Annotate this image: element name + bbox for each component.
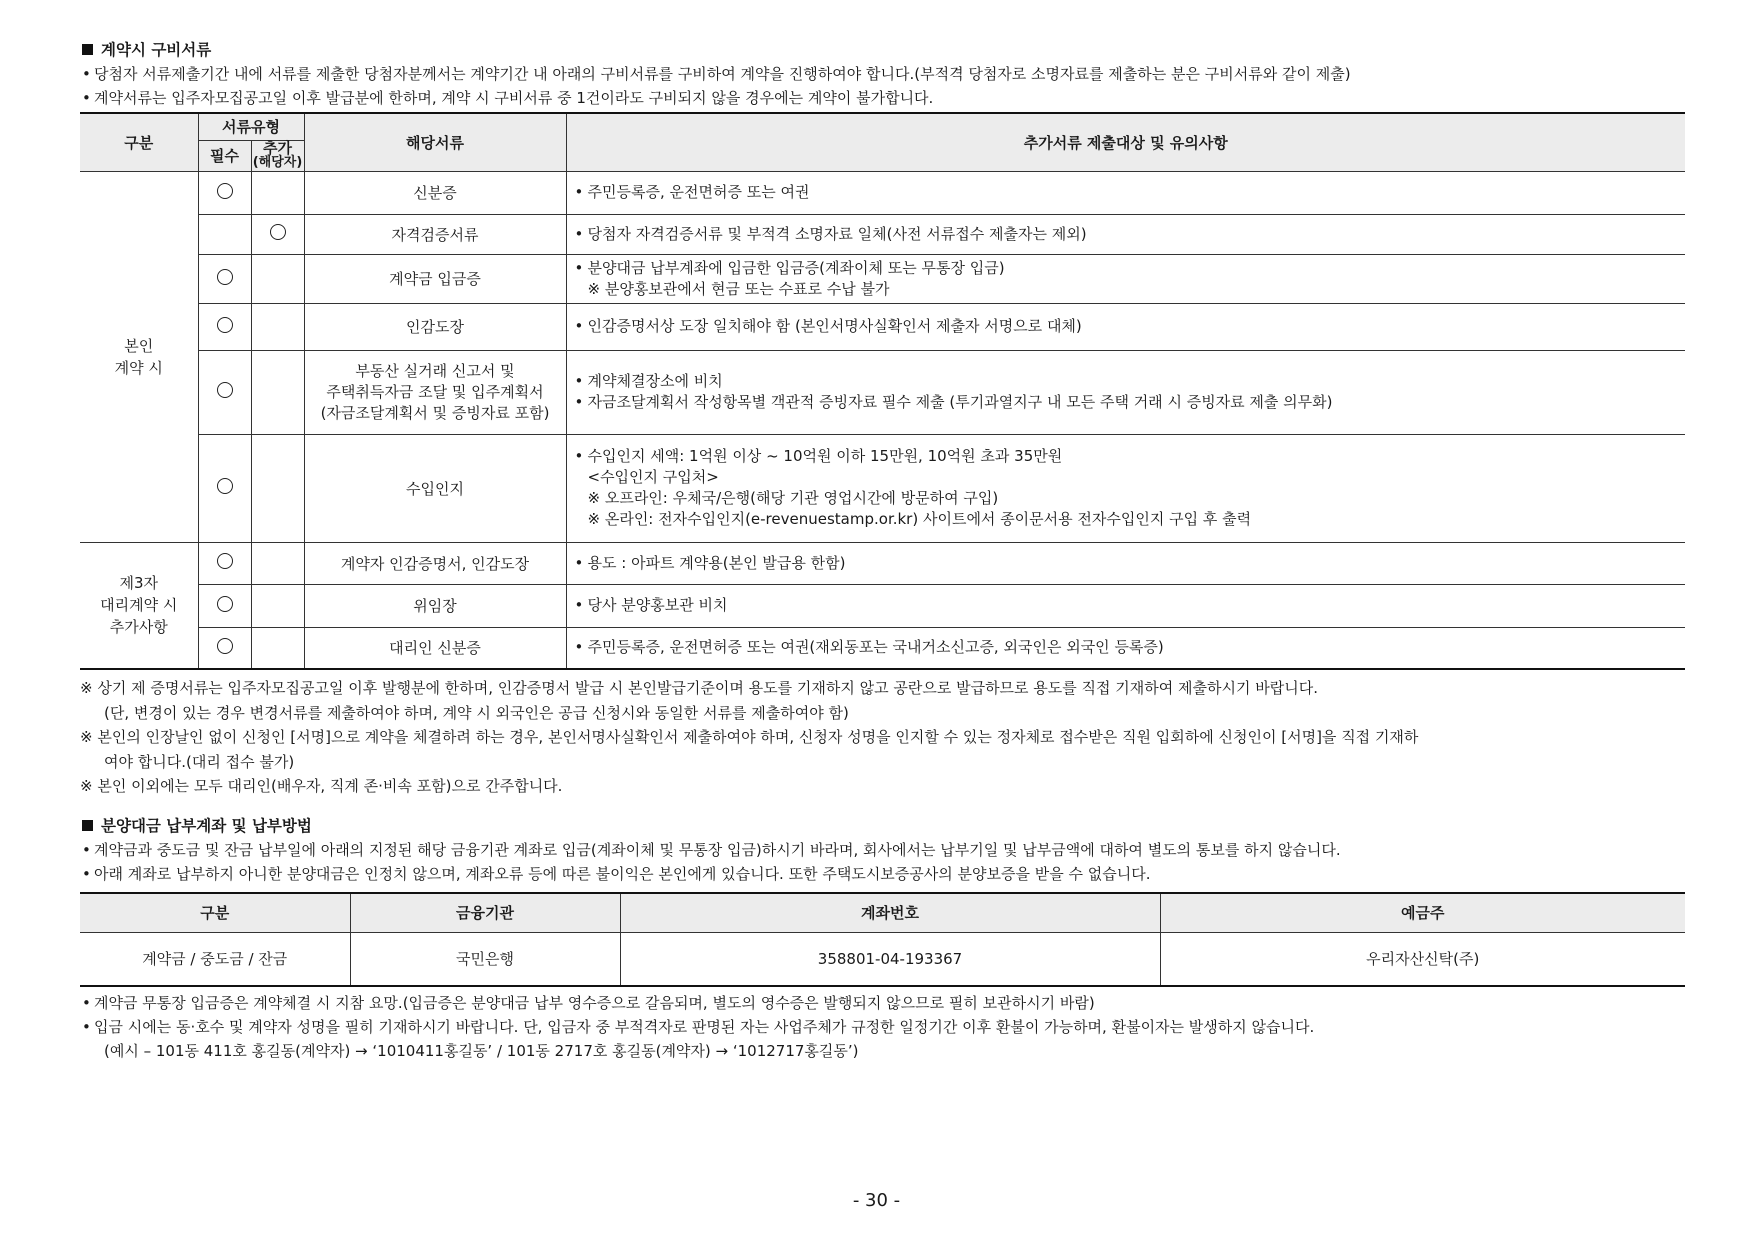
bullet-item: • 입금 시에는 동·호수 및 계약자 성명을 필히 기재하시기 바랍니다. 단, 입금자 중 부적격자로 판명된 자는 사업주체가 규정한 일정기간 이후 환불이 가능하며, 환불이자는 발생하지 않습니다. (80, 1015, 1685, 1039)
bullet-item: • 아래 계좌로 납부하지 아니한 분양대금은 인정치 않으며, 계좌오류 등에 따른 불이익은 본인에게 있습니다. 또한 주택도시보증공사의 분양보증을 받을 수 없습니다. (80, 862, 1685, 886)
document-name: 부동산 실거래 신고서 및 주택취득자금 조달 및 입주계획서 (자금조달계획서 및 증빙자료 포함) (304, 350, 566, 434)
note-line: • 주민등록증, 운전면허증 또는 여권 (575, 182, 1678, 203)
document-notes (566, 214, 1685, 254)
remark-line: 여야 합니다.(대리 접수 불가) (104, 752, 295, 771)
circle-mark-icon (217, 269, 233, 285)
table-row (80, 350, 1685, 434)
bank-name: 국민은행 (350, 932, 620, 986)
table-row (80, 171, 1685, 214)
col-header-account-number: 계좌번호 (620, 893, 1160, 933)
section2-bullets (80, 838, 1685, 886)
remark-line: ※ 본인의 인장날인 없이 신청인 [서명]으로 계약을 체결하려 하는 경우, 본인서명사실확인서 제출하여야 하며, 신청자 성명을 인지할 수 있는 정자체로 접수받은 직원 입회하에 신청인이 [서명]을 직접 기재하 (80, 728, 1419, 746)
document-notes (566, 627, 1685, 669)
note-line: • 당사 분양홍보관 비치 (575, 595, 1678, 616)
circle-mark-icon (217, 382, 233, 398)
col-header-notes: 추가서류 제출대상 및 유의사항 (566, 113, 1685, 171)
note-line: • 주민등록증, 운전면허증 또는 여권(재외동포는 국내거소신고증, 외국인은 외국인 등록증) (575, 637, 1678, 658)
document-notes (566, 254, 1685, 303)
note-line: • 용도 : 아파트 계약용(본인 발급용 한함) (575, 553, 1678, 574)
note-line: • 당첨자 자격검증서류 및 부적격 소명자료 일체(사전 서류접수 제출자는 제외) (575, 224, 1678, 245)
table-row (80, 254, 1685, 303)
document-name: 위임장 (304, 584, 566, 627)
document-notes (566, 171, 1685, 214)
remarks (80, 676, 1685, 799)
bullet-item: • 당첨자 서류제출기간 내에 서류를 제출한 당첨자분께서는 계약기간 내 아래의 구비서류를 구비하여 계약을 진행하여야 합니다.(부적격 당첨자로 소명자료를 제출하는 분은 구비서류와 같이 제출) (80, 62, 1685, 86)
document-page (80, 38, 1685, 1063)
note-line: • 자금조달계획서 작성항목별 객관적 증빙자료 필수 제출 (투기과열지구 내 모든 주택 거래 시 증빙자료 제출 의무화) (575, 392, 1678, 413)
table-row (80, 932, 1685, 986)
section1-title: 계약시 구비서류 (80, 38, 1685, 62)
col-header-account-holder: 예금주 (1160, 893, 1685, 933)
remark-line: (단, 변경이 있는 경우 변경서류를 제출하여야 하며, 계약 시 외국인은 공급 신청시와 동일한 서류를 제출하여야 함) (104, 703, 849, 722)
bullet-item: • 계약금과 중도금 및 잔금 납부일에 아래의 지정된 해당 금융기관 계좌로 입금(계좌이체 및 무통장 입금)하시기 바라며, 회사에서는 납부기일 및 납부금액에 대하여 별도의 통보를 하지 않습니다. (80, 838, 1685, 862)
col-header-required: 필수 (198, 140, 251, 171)
col-header-category: 구분 (80, 893, 350, 933)
table-row (80, 627, 1685, 669)
document-name: 수입인지 (304, 434, 566, 542)
table-row (80, 434, 1685, 542)
remark-line: ※ 본인 이외에는 모두 대리인(배우자, 직계 존·비속 포함)으로 간주합니다. (80, 777, 563, 795)
document-notes (566, 434, 1685, 542)
payment-type: 계약금 / 중도금 / 잔금 (80, 932, 350, 986)
col-header-category: 구분 (80, 113, 198, 171)
document-name: 인감도장 (304, 303, 566, 350)
document-notes (566, 303, 1685, 350)
document-name: 신분증 (304, 171, 566, 214)
document-name: 대리인 신분증 (304, 627, 566, 669)
section2-after-bullets (80, 991, 1685, 1039)
document-notes (566, 584, 1685, 627)
document-notes (566, 542, 1685, 584)
circle-mark-icon (270, 224, 286, 240)
bullet-item: • 계약금 무통장 입금증은 계약체결 시 지참 요망.(입금증은 분양대금 납부 영수증으로 갈음되며, 별도의 영수증은 발행되지 않으므로 필히 보관하시기 바람) (80, 991, 1685, 1015)
table-row (80, 584, 1685, 627)
note-line: • 분양대금 납부계좌에 입금한 입금증(계좌이체 또는 무통장 입금) (575, 258, 1678, 279)
table-row (80, 214, 1685, 254)
bullet-item: • 계약서류는 입주자모집공고일 이후 발급분에 한하며, 계약 시 구비서류 중 1건이라도 구비되지 않을 경우에는 계약이 불가합니다. (80, 86, 1685, 110)
col-header-additional: 추가 (해당자) (252, 139, 303, 170)
section1-bullets (80, 62, 1685, 110)
example-line: (예시 – 101동 411호 홍길동(계약자) → ‘1010411홍길동’ / 101동 2717호 홍길동(계약자) → ‘1012717홍길동’) (104, 1041, 859, 1060)
note-line: ※ 온라인: 전자수입인지(e-revenuestamp.or.kr) 사이트에서 종이문서용 전자수입인지 구입 후 출력 (587, 510, 1252, 528)
circle-mark-icon (217, 317, 233, 333)
document-name: 계약자 인감증명서, 인감도장 (304, 542, 566, 584)
note-line: • 수입인지 세액: 1억원 이상 ~ 10억원 이하 15만원, 10억원 초과 35만원 (575, 446, 1678, 467)
col-header-doc-type: 서류유형 (198, 113, 304, 140)
col-header-bank: 금융기관 (350, 893, 620, 933)
document-name: 자격검증서류 (304, 214, 566, 254)
group-label-self: 본인 계약 시 (80, 171, 198, 542)
circle-mark-icon (217, 183, 233, 199)
page-number: - 30 - (852, 1190, 901, 1211)
account-holder: 우리자산신탁(주) (1160, 932, 1685, 986)
remark-line: ※ 상기 제 증명서류는 입주자모집공고일 이후 발행분에 한하며, 인감증명서 발급 시 본인발급기준이며 용도를 기재하지 않고 공란으로 발급하므로 용도를 직접 기재하여 제출하시기 바랍니다. (80, 679, 1318, 697)
circle-mark-icon (217, 638, 233, 654)
note-line: • 인감증명서상 도장 일치해야 함 (본인서명사실확인서 제출자 서명으로 대체) (575, 316, 1678, 337)
note-line: ※ 오프라인: 우체국/은행(해당 기관 영업시간에 방문하여 구입) (587, 489, 999, 507)
col-header-document: 해당서류 (304, 113, 566, 171)
square-bullet-icon (82, 44, 93, 55)
note-line: ※ 분양홍보관에서 현금 또는 수표로 수납 불가 (587, 279, 890, 298)
circle-mark-icon (217, 596, 233, 612)
group-label-proxy: 제3자 대리계약 시 추가사항 (80, 542, 198, 669)
table-row (80, 303, 1685, 350)
document-name: 계약금 입금증 (304, 254, 566, 303)
table-row (80, 542, 1685, 584)
circle-mark-icon (217, 553, 233, 569)
circle-mark-icon (217, 478, 233, 494)
payment-account-table (80, 892, 1685, 987)
square-bullet-icon (82, 820, 93, 831)
account-number: 358801-04-193367 (620, 932, 1160, 986)
note-line: • 계약체결장소에 비치 (575, 371, 1678, 392)
section2-title: 분양대금 납부계좌 및 납부방법 (80, 814, 1685, 838)
required-documents-table (80, 112, 1685, 670)
note-line: <수입인지 구입처> (587, 468, 719, 486)
document-notes (566, 350, 1685, 434)
